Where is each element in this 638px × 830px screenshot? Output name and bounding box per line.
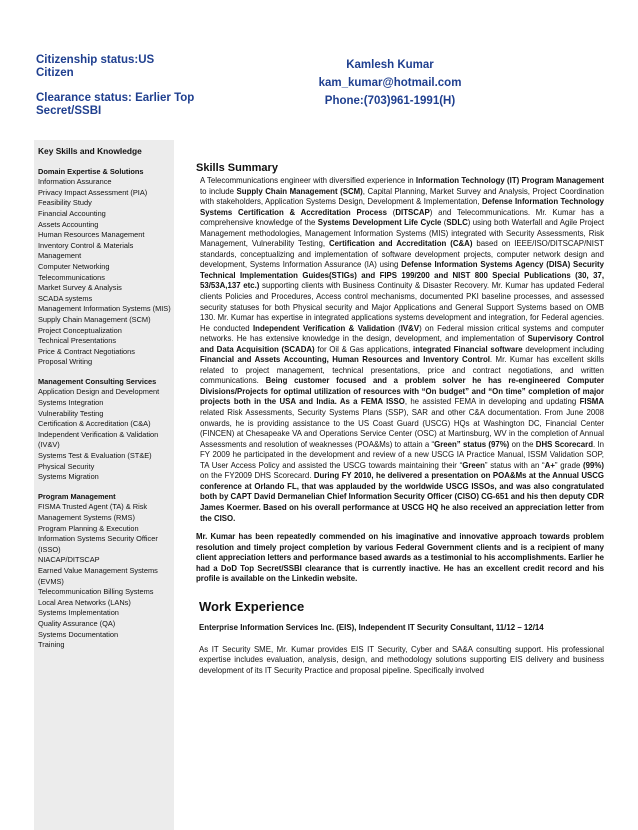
skills-summary-paragraph [200,176,604,524]
contact-block [270,56,510,110]
skill-item: Certification & Accreditation (C&A) [38,419,151,429]
job-title: Enterprise Information Services Inc. (EIS), Independent IT Security Consultant, 11/12 – 12/14 [199,622,544,632]
skills-sidebar [34,140,174,830]
summary-text: ( [394,323,401,333]
skill-item: Market Survey & Analysis [38,283,122,293]
skills-summary-heading: Skills Summary [196,162,278,174]
summary-text: ) and Telecommunications. Mr. Kumar has a comprehensive knowledge of the [200,207,605,228]
skill-item: Information Systems Security Officer (ISSO) [38,534,158,554]
summary-text: ( [441,218,447,228]
skill-item: Computer Networking [38,261,110,271]
summary-text: related Risk Assessments, Security Systems Plans (SSP), SAR and other C&A documentation. From June 2008 onwards, he is providing assistance to the US Coast Guard (USCG) HQs at Washington DC, Financial Center (FINCEN) at Chesapeake VA and Operations Service Center (OSC) at Martinsburg, WV in the completion of Annual Assessments and resolution of weaknesses (POA&Ms) to attain a “ [200,408,604,449]
skill-item: Systems Migration [38,472,99,482]
skill-item: Systems Integration [38,398,104,408]
skill-item: NIACAP/DITSCAP [38,555,100,565]
work-experience-heading: Work Experience [199,598,305,614]
sidebar-heading: Key Skills and Knowledge [38,146,142,156]
summary-bold-text: Defense Information Technology Systems Certification & Accreditation Process [200,197,604,217]
skill-item: Information Assurance [38,177,112,187]
skill-item: Systems Test & Evaluation (ST&E) [38,451,152,461]
summary-text: ” status with an “ [484,460,545,470]
skill-item: Earned Value Management Systems (EVMS) [38,565,158,586]
summary-text: for Oil & Gas applications, [314,344,414,354]
skill-group-title: Management Consulting Services [38,376,157,386]
skill-item: Program Planning & Execution [38,523,139,533]
summary-bold-text: DITSCAP [395,207,430,217]
summary-bold-text: Supervisory Control and Data Acquisition (SCADA) [200,334,604,354]
skill-item: Project Conceptualization [38,325,122,335]
skill-item: Quality Assurance (QA) [38,618,116,628]
email-address: kam_kumar@hotmail.com [318,77,462,89]
candidate-name: Kamlesh Kumar [346,59,434,71]
summary-bold-text: FISMA [579,397,604,407]
skill-item: Telecommunications [38,272,105,282]
commendation-paragraph: Mr. Kumar has been repeatedly commended on his imaginative and innovative approach towards problem resolution and timely project completion by various Federal Government clients and is a recipient of many client appreciation letters and performance based awards as a testimonial to his accomplishments. Earlier he had a DoD Top Secret/SSBI clearance that is currently inactive. He has an excellent credit record and his profile is available on the Linkedin website. [196,532,604,584]
skill-item: Feasibility Study [38,198,92,208]
summary-bold-text: Green” status (97%) [434,439,510,449]
skill-group-title: Program Management [38,491,116,501]
job-description: As IT Security SME, Mr. Kumar provides EIS IT Security, Cyber and SA&A consulting support. His professional expertise includes evaluation, analysis, design, and methodology solutions supporting EIS delivery and business development of its IT Security Practice and proposal pipeline. Specifically involved [199,644,604,675]
summary-text: . Mr. Kumar has excellent skills related to project management, technical presentations, price and contract negotiations, and written communications. [200,355,604,386]
skill-item: SCADA systems [38,293,93,303]
summary-text: on the [509,439,536,449]
summary-bold-text: A+ [544,460,555,470]
skill-item: Independent Verification & Validation (IV&V) [38,429,159,450]
clearance-status: Clearance status: Earlier Top Secret/SSBI [36,92,195,117]
summary-text: to include [200,186,237,196]
summary-bold-text: SDLC [446,218,468,228]
summary-text: ( [387,207,396,217]
summary-text: development including [522,344,605,354]
summary-bold-text: Systems Development Life Cycle [317,218,442,228]
skill-item: Management Information Systems (MIS) [38,304,171,314]
summary-text: on the FY2009 DHS Scorecard. [200,471,314,481]
summary-text: , he assisted FEMA in developing and updating [404,397,580,407]
summary-bold-text: (99%) [583,460,604,470]
skill-item: Technical Presentations [38,336,117,346]
summary-bold-text: Green [462,460,485,470]
skill-item: Privacy Impact Assessment (PIA) [38,187,148,197]
skill-item: Financial Accounting [38,208,106,218]
summary-bold-text: IV&V [400,323,420,333]
skill-item: Price & Contract Negotiations [38,346,135,356]
summary-text: A Telecommunications engineer with diversified experience in [200,176,416,185]
summary-text: . In FY 2009 he participated in the development and review of a new USCG IA Practice Manual, ISSM Validation SOP, TA User Access Policy and assisted the USCG towards maintaining their “ [200,439,604,470]
skill-item: Physical Security [38,461,95,471]
summary-text: ) on Federal mission critical systems and computer networks. He has extensive knowledge in the design, development, and implementation of [200,323,604,344]
skill-item: Inventory Control & Materials Management [38,240,134,261]
main-content [196,158,604,676]
citizenship-status: Citizenship status:US Citizen [36,54,155,79]
skill-item: Vulnerability Testing [38,408,104,418]
skill-item: FISMA Trusted Agent (TA) & Risk Management Systems (RMS) [38,502,148,522]
summary-bold-text: Information Technology (IT) Program Management [415,176,604,185]
summary-text: based on IEEE/ISO/DITSCAP/NIST standards, conceptualizing and implementation of software development projects, computer network design and development, Systems Information Assurance (IA) using [200,239,605,270]
summary-bold-text: Independent Verification & Validation [252,323,395,333]
summary-text: , Capital Planning, Market Survey and Analysis, Project Coordination with stakeholders, Application Systems Design, Development & Implementation, [200,186,604,207]
skill-item: Training [38,640,65,650]
skill-item: Telecommunication Billing Systems [38,587,154,597]
summary-bold-text: Supply Chain Management (SCM) [236,186,363,196]
summary-bold-text: Certification and Accreditation (C&A) [328,239,473,249]
summary-text: supporting clients with Business Continuity & Disaster Recovery. Mr. Kumar has updated Federal clients Policies and Procedures, Access control mechanisms, documented PKI baseline processes, and assessed security statuses for both Physical security and Major Applications and General Support Systems based on OMB 130. Mr. Kumar has expertise in integrated applications systems development and integration, for Federal agencies. He conducted [200,281,604,333]
summary-bold-text: Being customer focused and a problem solver he has re-engineered Computer Divisions/Projects for optimal utilization of resources with “On budget” and “On time” completion of major projects both in the USA and India. As a FEMA ISSO [200,376,605,407]
summary-text: ” grade [554,460,584,470]
skill-groups [38,167,174,651]
summary-bold-text: integrated Financial software [413,344,523,354]
phone-number: Phone:(703)961-1991(H) [324,95,456,107]
skill-group-title: Domain Expertise & Solutions [38,166,144,176]
skill-item: Supply Chain Management (SCM) [38,314,151,324]
skill-item: Local Area Networks (LANs) [38,597,131,607]
summary-text: ) using both Waterfall and Agile Project Management methodologies, Management Information Systems (MIS) integrated with Security Assessments, Risk Management, Vulnerability Testing, [200,218,605,249]
summary-bold-text: DHS Scorecard [535,439,593,449]
summary-bold-text: Defense Information Systems Agency (DISA) Security Technical Implementation Guides(STIGs) and FIPS 199/200 and NIST 800 Special Publications (30, 37, 53/53A,137 etc.) [200,260,604,291]
skill-item: Systems Documentation [38,629,119,639]
skill-item: Proposal Writing [38,357,93,367]
skill-item: Assets Accounting [38,219,99,229]
summary-bold-text: During FY 2010, he delivered a presentation on POA&Ms at the Annual USCG conference at Orlando FL, that was applauded by the worldwide USCG ISSOs, and was also congratulated both by CAPT David Dermanelian Chief Information Security Officer (CISO) CG-651 and his then deputy CDR James Koermer. Based on his overall performance at USCG HQ he also received an appreciation letter from the CISO. [200,471,605,523]
skill-item: Application Design and Development [38,387,160,397]
skill-item: Human Resources Management [38,230,145,240]
skill-item: Systems Implementation [38,608,119,618]
summary-bold-text: Financial and Assets Accounting, Human Resources and Inventory Control [200,355,490,365]
